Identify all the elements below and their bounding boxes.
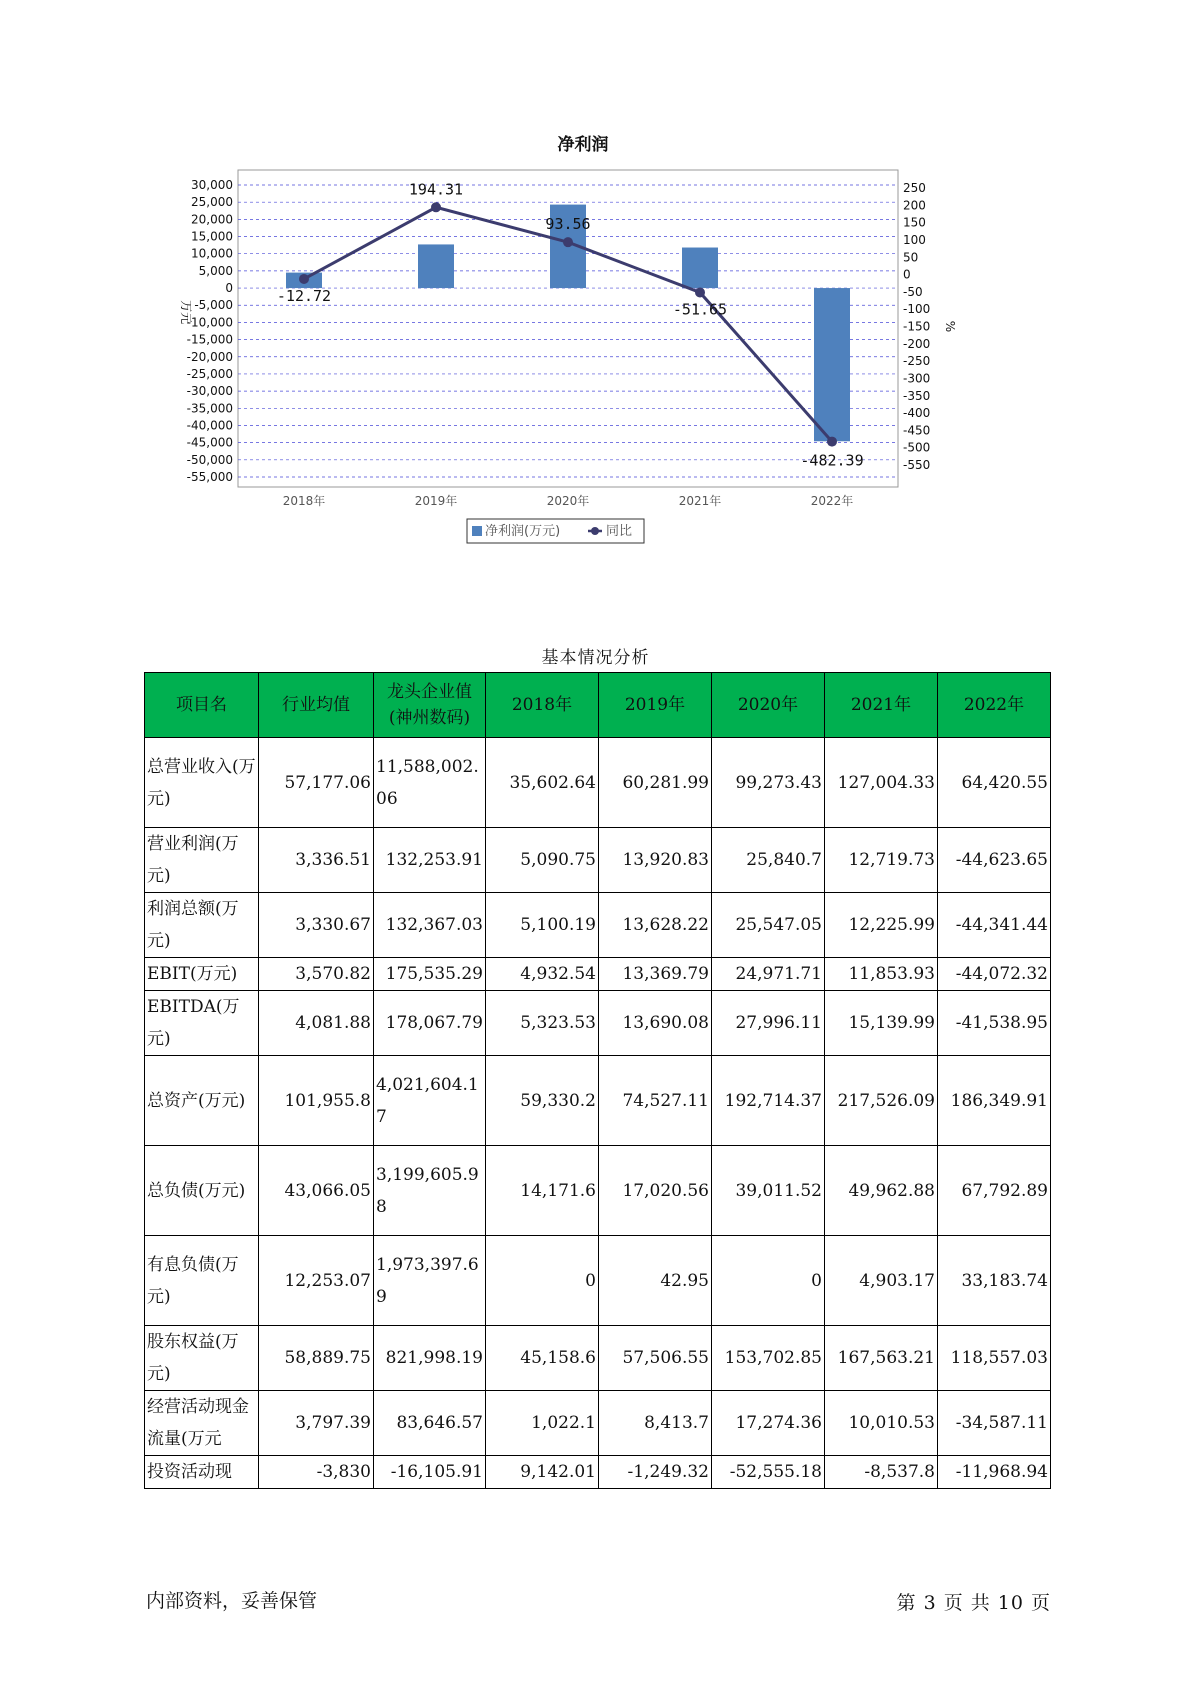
left-axis-tick: -45,000 [186,435,233,450]
value-cell: 17,274.36 [712,1391,825,1456]
value-cell: 57,177.06 [259,738,374,828]
table-header-cell: 2022年 [938,673,1051,738]
footer-confidential: 内部资料，妥善保管 [146,1590,318,1612]
left-axis-tick: -40,000 [186,418,233,433]
value-cell: 821,998.19 [374,1326,486,1391]
value-cell: 35,602.64 [486,738,599,828]
value-cell: 178,067.79 [374,991,486,1056]
left-axis-tick: -15,000 [186,332,233,347]
value-cell: 15,139.99 [825,991,938,1056]
value-cell: 127,004.33 [825,738,938,828]
left-axis-tick: -50,000 [186,452,233,467]
value-cell: 57,506.55 [599,1326,712,1391]
value-cell: 0 [712,1236,825,1326]
value-cell: 5,090.75 [486,828,599,893]
value-cell: 3,199,605.98 [374,1146,486,1236]
data-label: -12.72 [276,286,332,305]
legend-line-label: 同比 [606,524,633,539]
value-cell: 4,903.17 [825,1236,938,1326]
line-yoy-point [827,437,837,447]
value-cell: 5,100.19 [486,893,599,958]
row-label-cell: EBITDA(万元) [145,991,259,1056]
value-cell: 3,797.39 [259,1391,374,1456]
bar-net-profit [682,248,718,289]
row-label-cell: 总资产(万元) [145,1056,259,1146]
value-cell: 39,011.52 [712,1146,825,1236]
right-axis-tick: -150 [903,319,931,334]
value-cell: 10,010.53 [825,1391,938,1456]
value-cell: 11,588,002.06 [374,738,486,828]
value-cell: -16,105.91 [374,1456,486,1489]
value-cell: 9,142.01 [486,1456,599,1489]
value-cell: 167,563.21 [825,1326,938,1391]
table-header-cell: 2020年 [712,673,825,738]
value-cell: 49,962.88 [825,1146,938,1236]
value-cell: 11,853.93 [825,958,938,991]
value-cell: 192,714.37 [712,1056,825,1146]
value-cell: 12,225.99 [825,893,938,958]
chart-canvas [170,130,1030,590]
table-row [145,1326,1051,1391]
value-cell: -1,249.32 [599,1456,712,1489]
left-axis-tick: 20,000 [191,212,233,227]
value-cell: -44,341.44 [938,893,1051,958]
chart-title: 净利润 [557,135,609,155]
value-cell: 0 [486,1236,599,1326]
value-cell: 217,526.09 [825,1056,938,1146]
value-cell: 1,022.1 [486,1391,599,1456]
table-row [145,828,1051,893]
value-cell: 67,792.89 [938,1146,1051,1236]
left-axis-tick: -5,000 [194,298,233,313]
value-cell: -34,587.11 [938,1391,1051,1456]
value-cell: 8,413.7 [599,1391,712,1456]
legend-bar-swatch [472,526,482,536]
value-cell: 59,330.2 [486,1056,599,1146]
value-cell: -11,968.94 [938,1456,1051,1489]
left-axis-title: 万元 [179,300,193,325]
left-axis-tick: 30,000 [191,178,233,192]
value-cell: 1,973,397.69 [374,1236,486,1326]
value-cell: -44,623.65 [938,828,1051,893]
line-yoy-point [695,287,705,297]
table-header-cell: 项目名 [145,673,259,738]
row-label-cell: 股东权益(万元) [145,1326,259,1391]
right-axis-tick: 50 [903,250,919,265]
table-header-cell: 2021年 [825,673,938,738]
right-axis-tick: -500 [903,440,931,455]
row-label-cell: 有息负债(万元) [145,1236,259,1326]
value-cell: 101,955.8 [259,1056,374,1146]
data-label: 194.31 [408,180,464,199]
left-axis-tick: 25,000 [191,195,233,210]
value-cell: 27,996.11 [712,991,825,1056]
table-row [145,991,1051,1056]
table-row [145,893,1051,958]
value-cell: 4,081.88 [259,991,374,1056]
value-cell: 13,690.08 [599,991,712,1056]
footer-page-number: 第 3 页 共 10 页 [896,1592,1051,1614]
value-cell: 175,535.29 [374,958,486,991]
row-label-cell: 营业利润(万元) [145,828,259,893]
value-cell: 132,367.03 [374,893,486,958]
value-cell: 42.95 [599,1236,712,1326]
line-yoy-point [299,274,309,284]
right-axis-tick: -450 [903,423,931,438]
left-axis-tick: -20,000 [186,349,233,364]
value-cell: -52,555.18 [712,1456,825,1489]
net-profit-chart [170,130,1030,590]
value-cell: 4,021,604.17 [374,1056,486,1146]
right-axis-tick: -250 [903,354,931,369]
table-header-cell: 2019年 [599,673,712,738]
data-label: 93.56 [545,215,591,234]
right-axis-tick: -200 [903,336,931,351]
right-axis-tick: -400 [903,406,931,421]
right-axis-tick: 100 [903,232,926,247]
category-label: 2018年 [282,494,326,508]
right-axis-tick: -550 [903,458,931,472]
legend-bar-label: 净利润(万元) [485,524,561,539]
table-header-cell: 2018年 [486,673,599,738]
category-label: 2022年 [810,494,854,508]
left-axis-tick: -10,000 [186,315,233,330]
left-axis-tick: 5,000 [198,263,233,278]
value-cell: 153,702.85 [712,1326,825,1391]
value-cell: 33,183.74 [938,1236,1051,1326]
legend-line-marker [591,527,599,535]
right-axis-title: % [943,320,957,333]
right-axis-tick: 200 [903,198,926,213]
value-cell: 4,932.54 [486,958,599,991]
right-axis-tick: 0 [903,267,911,282]
value-cell: 45,158.6 [486,1326,599,1391]
value-cell: 118,557.03 [938,1326,1051,1391]
value-cell: 64,420.55 [938,738,1051,828]
data-label: -482.39 [800,451,864,470]
table-row [145,1236,1051,1326]
table-row [145,738,1051,828]
category-label: 2019年 [414,494,458,508]
value-cell: 17,020.56 [599,1146,712,1236]
right-axis-tick: -100 [903,302,931,317]
value-cell: 13,920.83 [599,828,712,893]
value-cell: 60,281.99 [599,738,712,828]
value-cell: 13,369.79 [599,958,712,991]
row-label-cell: 投资活动现 [145,1456,259,1489]
row-label-cell: 利润总额(万元) [145,893,259,958]
left-axis-tick: -25,000 [186,366,233,381]
row-label-cell: 经营活动现金流量(万元 [145,1391,259,1456]
right-axis-tick: -300 [903,371,931,386]
left-axis-tick: -35,000 [186,401,233,416]
left-axis-tick: 10,000 [191,246,233,261]
row-label-cell: 总营业收入(万元) [145,738,259,828]
row-label-cell: 总负债(万元) [145,1146,259,1236]
table-row [145,958,1051,991]
right-axis-tick: -50 [903,284,923,299]
value-cell: 25,547.05 [712,893,825,958]
table-row [145,1146,1051,1236]
right-axis-tick: 250 [903,181,926,195]
table-caption: 基本情况分析 [541,648,650,668]
line-yoy-point [431,202,441,212]
value-cell: 24,971.71 [712,958,825,991]
table-header-row [145,673,1051,738]
table-header-cell: 龙头企业值(神州数码) [374,673,486,738]
category-label: 2021年 [678,494,722,508]
value-cell: -44,072.32 [938,958,1051,991]
bar-net-profit [814,288,850,441]
table-row [145,1456,1051,1489]
data-label: -51.65 [672,300,728,319]
row-label-cell: EBIT(万元) [145,958,259,991]
value-cell: 83,646.57 [374,1391,486,1456]
value-cell: 3,570.82 [259,958,374,991]
table-row [145,1391,1051,1456]
category-label: 2020年 [546,494,590,508]
value-cell: 132,253.91 [374,828,486,893]
table-row [145,1056,1051,1146]
value-cell: 12,719.73 [825,828,938,893]
value-cell: 3,336.51 [259,828,374,893]
value-cell: 14,171.6 [486,1146,599,1236]
value-cell: -3,830 [259,1456,374,1489]
value-cell: 5,323.53 [486,991,599,1056]
left-axis-tick: 15,000 [191,229,233,244]
value-cell: 58,889.75 [259,1326,374,1391]
right-axis-tick: -350 [903,388,931,403]
value-cell: -8,537.8 [825,1456,938,1489]
left-axis-tick: -30,000 [186,384,233,399]
basic-analysis-table [144,672,1051,1489]
line-yoy-point [563,237,573,247]
bar-net-profit [418,244,454,288]
value-cell: 25,840.7 [712,828,825,893]
value-cell: 3,330.67 [259,893,374,958]
right-axis-tick: 150 [903,215,926,230]
value-cell: 99,273.43 [712,738,825,828]
table-header-cell: 行业均值 [259,673,374,738]
value-cell: 12,253.07 [259,1236,374,1326]
value-cell: -41,538.95 [938,991,1051,1056]
value-cell: 13,628.22 [599,893,712,958]
left-axis-tick: -55,000 [186,470,233,484]
value-cell: 43,066.05 [259,1146,374,1236]
value-cell: 74,527.11 [599,1056,712,1146]
left-axis-tick: 0 [225,281,233,296]
value-cell: 186,349.91 [938,1056,1051,1146]
